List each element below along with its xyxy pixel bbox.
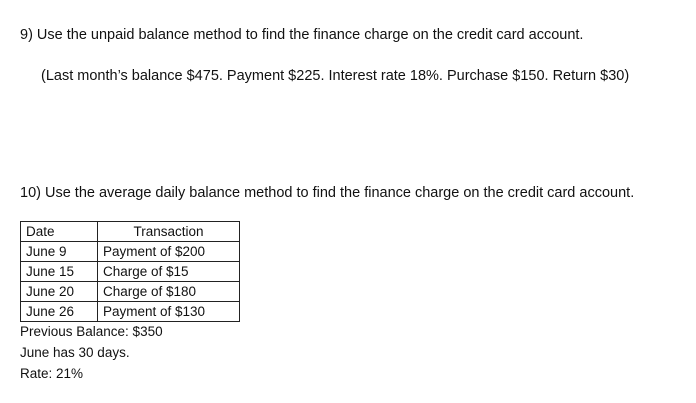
transaction-cell: Charge of $15 — [98, 262, 240, 282]
date-cell: June 9 — [21, 242, 98, 262]
question-9-details: (Last month’s balance $475. Payment $225. Interest rate 18%. Purchase $150. Return $30) — [41, 68, 630, 84]
interest-rate-text: Rate: 21% — [20, 366, 84, 381]
previous-balance-text: Previous Balance: $350 — [20, 324, 163, 339]
table-row — [21, 302, 240, 322]
transaction-table — [20, 221, 240, 322]
date-cell: June 20 — [21, 282, 98, 302]
table-row — [21, 282, 240, 302]
table-row — [21, 262, 240, 282]
date-column-header: Date — [21, 222, 98, 242]
transaction-cell: Payment of $130 — [98, 302, 240, 322]
date-cell: June 15 — [21, 262, 98, 282]
table-header-row — [21, 222, 240, 242]
transaction-cell: Charge of $180 — [98, 282, 240, 302]
question-9-prompt: 9) Use the unpaid balance method to find the finance charge on the credit card account. — [20, 27, 584, 43]
transaction-cell: Payment of $200 — [98, 242, 240, 262]
table-row — [21, 242, 240, 262]
question-10-prompt: 10) Use the average daily balance method to find the finance charge on the credit card account. — [20, 185, 635, 201]
days-in-month-text: June has 30 days. — [20, 345, 130, 360]
date-cell: June 26 — [21, 302, 98, 322]
transaction-column-header: Transaction — [98, 222, 240, 242]
